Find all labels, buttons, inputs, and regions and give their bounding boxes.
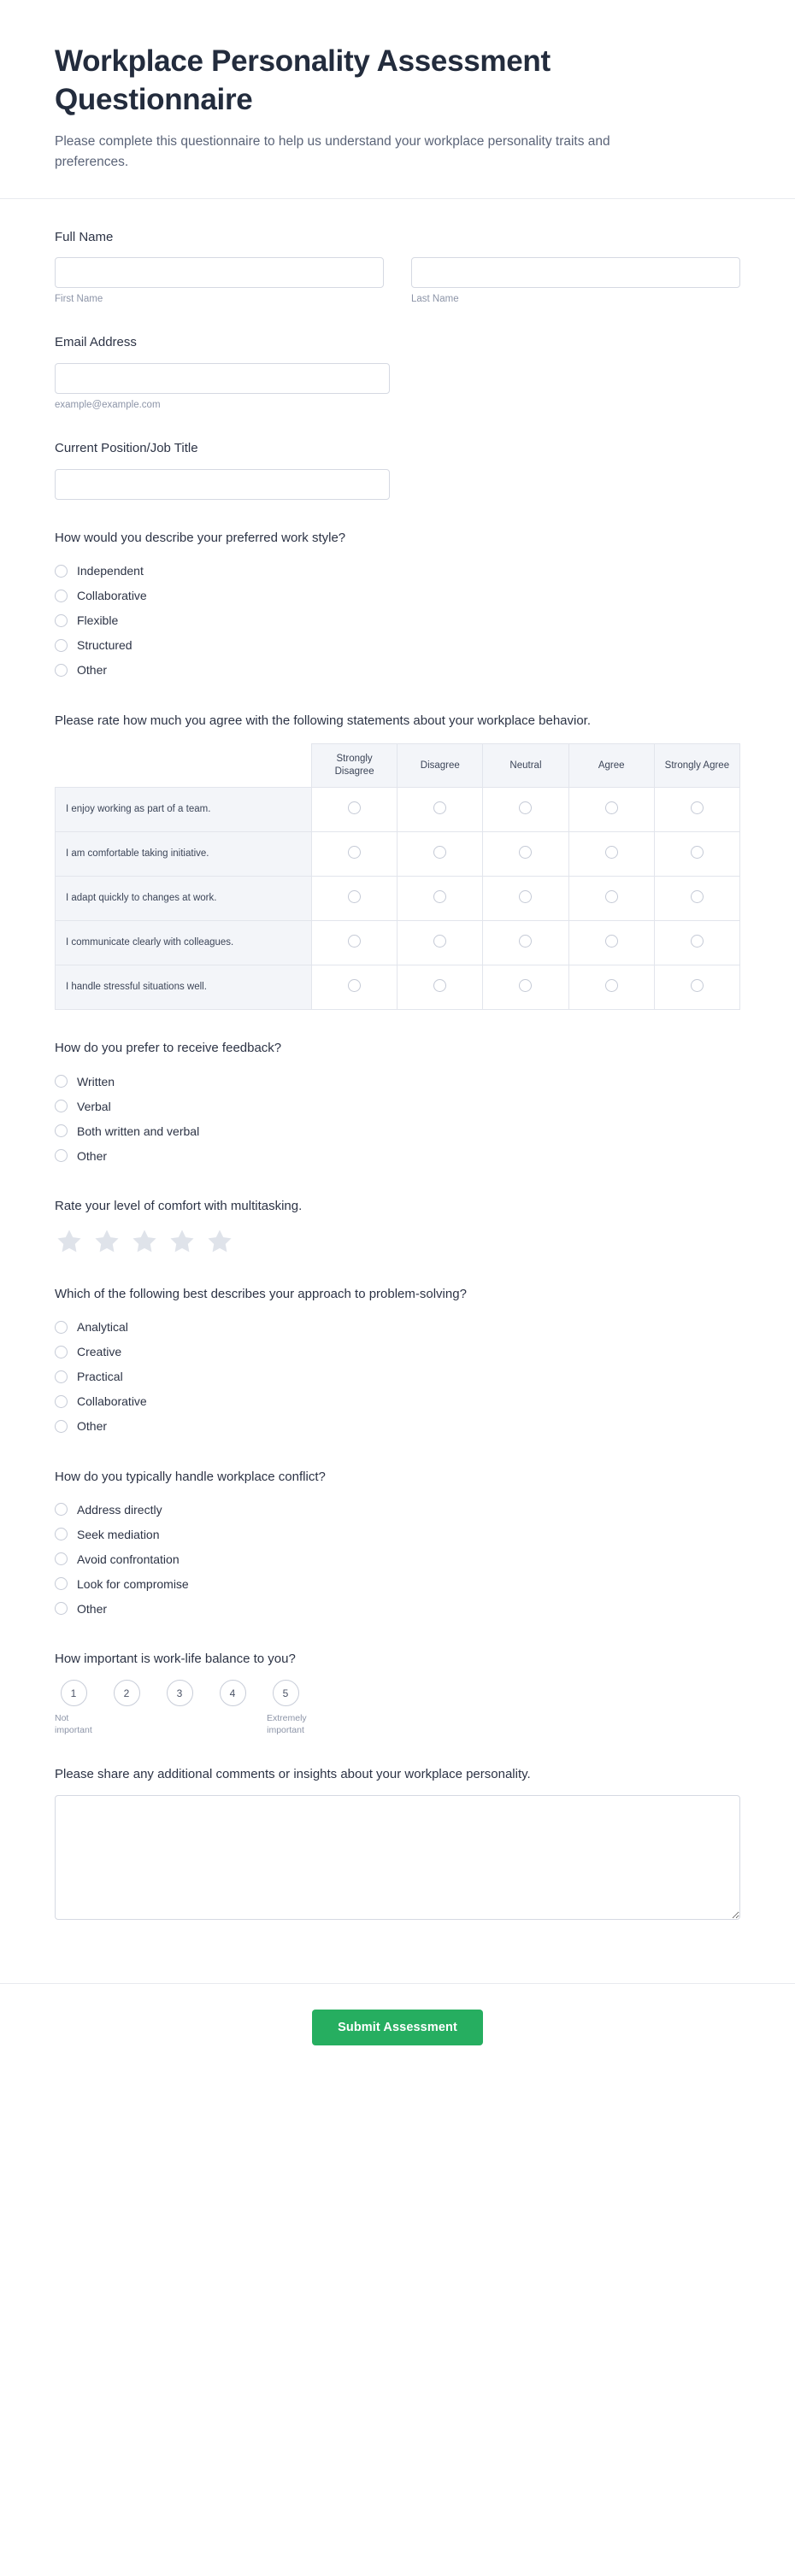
field-agreement-matrix [55,712,740,1011]
radio-option-feedback-4[interactable] [55,1143,740,1168]
matrix-row-label-3: I adapt quickly to changes at work. [56,877,312,921]
radio-circle-icon[interactable] [55,664,68,677]
scale-item-3[interactable] [161,1680,198,1736]
radio-option-feedback-2[interactable] [55,1094,740,1118]
matrix-row-label-1: I enjoy working as part of a team. [56,788,312,832]
radio-circle-icon[interactable] [55,1602,68,1615]
work-style-options [55,559,740,683]
scale-point-4[interactable]: 4 [220,1680,246,1706]
radio-circle-icon[interactable] [519,801,532,814]
matrix-row-label-4: I communicate clearly with colleagues. [56,921,312,965]
radio-label: Practical [77,1370,123,1383]
radio-option-problem-1[interactable] [55,1315,740,1340]
radio-option-work-style-3[interactable] [55,608,740,633]
radio-circle-icon[interactable] [55,639,68,652]
radio-circle-icon[interactable] [519,846,532,859]
matrix-cell-1-2[interactable] [398,788,483,832]
position-group [55,469,390,500]
table-row [56,788,740,832]
radio-circle-icon[interactable] [605,801,618,814]
radio-circle-icon[interactable] [605,890,618,903]
table-row [56,832,740,877]
star-icon-4[interactable] [168,1227,197,1256]
star-icon-3[interactable] [130,1227,159,1256]
radio-circle-icon[interactable] [55,1528,68,1540]
radio-circle-icon[interactable] [519,890,532,903]
radio-label: Written [77,1074,115,1088]
matrix-cell-3-3[interactable] [483,877,568,921]
radio-option-conflict-5[interactable] [55,1596,740,1621]
radio-label: Verbal [77,1099,111,1113]
last-name-input[interactable] [411,257,740,288]
radio-label: Other [77,663,108,678]
form-body [0,199,795,1983]
matrix-cell-5-1[interactable] [312,965,398,1010]
radio-label: Other [77,1419,108,1433]
radio-circle-icon[interactable] [55,1420,68,1433]
radio-circle-icon[interactable] [55,1149,68,1162]
matrix-cell-4-3[interactable] [483,921,568,965]
radio-option-work-style-1[interactable] [55,559,740,584]
multitasking-label: Rate your level of comfort with multitasking. [55,1199,303,1213]
scale-point-1[interactable]: 1 [61,1680,87,1706]
radio-label: Independent [77,564,144,578]
radio-label: Both written and verbal [77,1124,200,1138]
radio-label: Flexible [77,613,119,628]
matrix-cell-1-4[interactable] [568,788,654,832]
page-title: Workplace Personality Assessment Questionnaire [55,44,551,116]
field-problem-solving [55,1285,740,1439]
radio-option-conflict-4[interactable] [55,1571,740,1596]
radio-label: Creative [77,1345,122,1358]
radio-circle-icon[interactable] [433,890,446,903]
position-label: Current Position/Job Title [55,441,198,456]
star-icon-2[interactable] [92,1227,121,1256]
matrix-cell-4-5[interactable] [654,921,739,965]
matrix-cell-5-2[interactable] [398,965,483,1010]
radio-circle-icon[interactable] [433,846,446,859]
matrix-cell-3-1[interactable] [312,877,398,921]
radio-circle-icon[interactable] [605,935,618,948]
conflict-options [55,1497,740,1621]
radio-label: Structured [77,638,132,653]
scale-item-5[interactable] [267,1680,307,1736]
radio-option-conflict-2[interactable] [55,1522,740,1546]
full-name-label: Full Name [55,229,114,244]
scale-row [55,1680,740,1736]
form-header [0,0,795,199]
scale-item-2[interactable] [108,1680,145,1736]
comments-label: Please share any additional comments or insights about your workplace personality. [55,1767,531,1782]
first-name-input[interactable] [55,257,384,288]
radio-circle-icon[interactable] [348,890,361,903]
radio-option-problem-3[interactable] [55,1364,740,1389]
radio-option-problem-4[interactable] [55,1389,740,1414]
problem-solving-label: Which of the following best describes your approach to problem-solving? [55,1286,467,1301]
matrix-head [56,744,740,788]
radio-label: Other [77,1148,108,1163]
last-name-group [411,257,740,304]
radio-circle-icon[interactable] [55,590,68,602]
radio-option-feedback-3[interactable] [55,1118,740,1143]
radio-circle-icon[interactable] [55,1346,68,1358]
radio-label: Collaborative [77,589,147,603]
radio-circle-icon[interactable] [55,1552,68,1565]
radio-option-problem-5[interactable] [55,1414,740,1439]
radio-circle-icon[interactable] [433,979,446,992]
matrix-col-header-3: Neutral [483,744,568,788]
field-position [55,439,740,500]
matrix-wrapper [55,743,740,1010]
matrix-cell-3-5[interactable] [654,877,739,921]
matrix-cell-5-3[interactable] [483,965,568,1010]
matrix-cell-3-4[interactable] [568,877,654,921]
radio-circle-icon[interactable] [691,979,704,992]
radio-circle-icon[interactable] [605,979,618,992]
radio-circle-icon[interactable] [691,890,704,903]
matrix-col-header-1: Strongly Disagree [312,744,398,788]
first-name-sublabel: First Name [55,294,103,305]
email-label: Email Address [55,335,137,350]
field-work-life-balance [55,1650,740,1736]
matrix-row-label-5: I handle stressful situations well. [56,965,312,1010]
field-conflict-handling [55,1468,740,1622]
position-input[interactable] [55,469,390,500]
matrix-corner-cell [56,744,312,788]
field-work-style [55,529,740,683]
work-life-balance-label: How important is work-life balance to you? [55,1652,296,1667]
matrix-cell-2-4[interactable] [568,832,654,877]
radio-option-work-style-4[interactable] [55,633,740,658]
radio-label: Seek mediation [77,1527,160,1541]
radio-circle-icon[interactable] [691,846,704,859]
matrix-cell-4-2[interactable] [398,921,483,965]
matrix-header-row [56,744,740,788]
matrix-label: Please rate how much you agree with the following statements about your workplace behavior. [55,713,592,728]
first-name-group [55,257,384,304]
matrix-cell-1-5[interactable] [654,788,739,832]
radio-option-conflict-1[interactable] [55,1497,740,1522]
radio-circle-icon[interactable] [55,1100,68,1112]
field-email [55,333,740,410]
last-name-sublabel: Last Name [411,294,459,305]
field-feedback-preference [55,1039,740,1168]
agreement-matrix-table [55,743,740,1010]
matrix-cell-2-5[interactable] [654,832,739,877]
star-icon-5[interactable] [205,1227,234,1256]
star-rating-group[interactable] [55,1227,740,1256]
matrix-cell-1-1[interactable] [312,788,398,832]
radio-circle-icon[interactable] [55,1370,68,1383]
matrix-cell-3-2[interactable] [398,877,483,921]
table-row [56,965,740,1010]
radio-circle-icon[interactable] [348,979,361,992]
radio-circle-icon[interactable] [55,1075,68,1088]
radio-label: Collaborative [77,1394,147,1408]
radio-label: Other [77,1601,108,1616]
scale-wrapper [55,1680,740,1736]
matrix-cell-1-3[interactable] [483,788,568,832]
radio-label: Address directly [77,1502,162,1517]
matrix-cell-2-2[interactable] [398,832,483,877]
scale-min-caption: Not important [55,1713,92,1735]
table-row [56,877,740,921]
matrix-cell-5-4[interactable] [568,965,654,1010]
radio-label: Analytical [77,1320,128,1334]
matrix-cell-5-5[interactable] [654,965,739,1010]
star-icon-1[interactable] [55,1227,84,1256]
radio-circle-icon[interactable] [348,801,361,814]
radio-option-problem-2[interactable] [55,1340,740,1364]
matrix-body [56,788,740,1010]
radio-circle-icon[interactable] [55,565,68,578]
field-multitasking-rating [55,1197,740,1256]
work-style-label: How would you describe your preferred work style? [55,530,346,545]
radio-option-feedback-1[interactable] [55,1069,740,1094]
scale-max-caption: Extremely important [267,1713,307,1735]
radio-option-work-style-5[interactable] [55,658,740,683]
radio-circle-icon[interactable] [55,1124,68,1137]
radio-circle-icon[interactable] [55,1577,68,1590]
field-additional-comments [55,1765,740,1920]
matrix-cell-2-1[interactable] [312,832,398,877]
scale-point-5[interactable]: 5 [273,1680,299,1706]
full-name-row [55,257,740,304]
field-full-name [55,228,740,305]
submit-button[interactable]: Submit Assessment [312,2010,483,2045]
radio-circle-icon[interactable] [691,935,704,948]
radio-circle-icon[interactable] [348,935,361,948]
radio-circle-icon[interactable] [348,846,361,859]
radio-circle-icon[interactable] [55,1395,68,1408]
scale-point-3[interactable]: 3 [167,1680,193,1706]
email-group [55,363,390,394]
page-subtitle: Please complete this questionnaire to help us understand your workplace personality traits and preferences. [55,133,610,169]
form-footer [0,1983,795,2083]
radio-circle-icon[interactable] [519,979,532,992]
matrix-cell-4-1[interactable] [312,921,398,965]
comments-textarea[interactable] [55,1795,740,1920]
radio-circle-icon[interactable] [691,801,704,814]
feedback-options [55,1069,740,1168]
problem-solving-options [55,1315,740,1439]
radio-circle-icon[interactable] [433,935,446,948]
radio-circle-icon[interactable] [433,801,446,814]
conflict-label: How do you typically handle workplace conflict? [55,1469,326,1484]
scale-item-1[interactable] [55,1680,92,1736]
radio-circle-icon[interactable] [605,846,618,859]
table-row [56,921,740,965]
matrix-row-label-2: I am comfortable taking initiative. [56,832,312,877]
matrix-cell-2-3[interactable] [483,832,568,877]
radio-circle-icon[interactable] [519,935,532,948]
radio-option-work-style-2[interactable] [55,584,740,608]
matrix-col-header-4: Agree [568,744,654,788]
matrix-cell-4-4[interactable] [568,921,654,965]
scale-point-2[interactable]: 2 [114,1680,140,1706]
matrix-col-header-2: Disagree [398,744,483,788]
radio-label: Look for compromise [77,1576,189,1591]
matrix-col-header-5: Strongly Agree [654,744,739,788]
email-field[interactable] [55,363,390,394]
email-sublabel: example@example.com [55,400,161,411]
radio-option-conflict-3[interactable] [55,1546,740,1571]
radio-label: Avoid confrontation [77,1552,180,1566]
feedback-label: How do you prefer to receive feedback? [55,1041,282,1056]
radio-circle-icon[interactable] [55,1321,68,1334]
radio-circle-icon[interactable] [55,1503,68,1516]
radio-circle-icon[interactable] [55,614,68,627]
scale-item-4[interactable] [214,1680,251,1736]
